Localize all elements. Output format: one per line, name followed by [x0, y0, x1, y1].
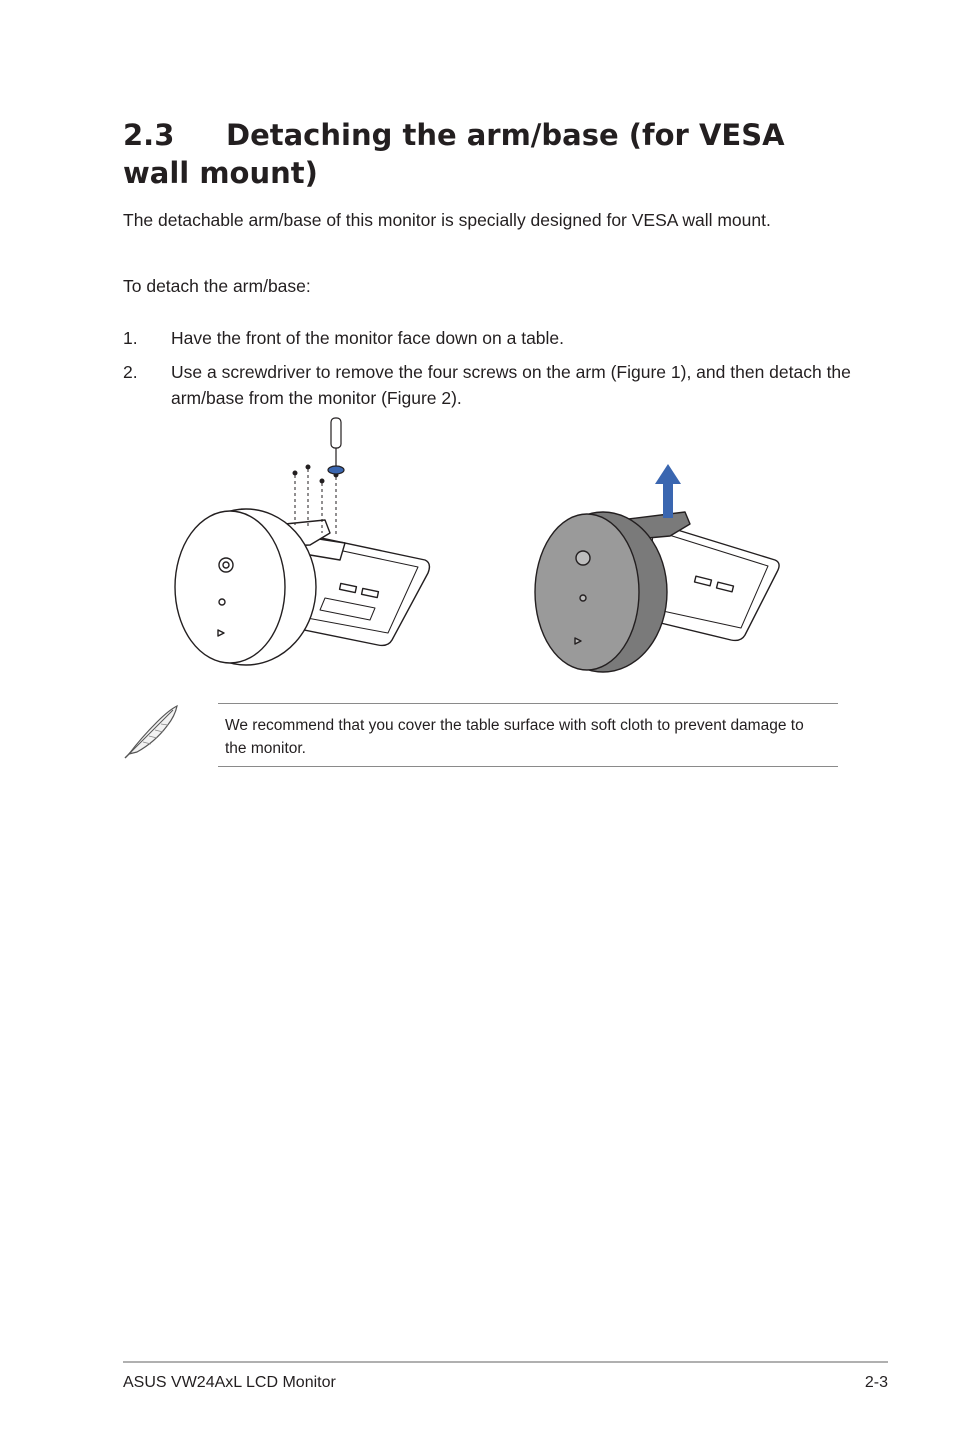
screw-icon — [306, 465, 310, 529]
note-box — [218, 703, 838, 767]
screw-icon — [293, 471, 297, 525]
base-screw-hole — [580, 595, 586, 601]
section-title: Detaching the arm/base (for VESA wall mount) — [123, 118, 785, 190]
page-title — [123, 116, 843, 192]
screw-icon — [334, 473, 338, 537]
base-knob — [576, 551, 590, 565]
footer-page-number: 2-3 — [864, 1374, 888, 1391]
base-disc-face — [175, 511, 285, 663]
footer-divider — [123, 1361, 888, 1363]
figure-2-detach-arm-base — [525, 460, 785, 675]
step-text: Have the front of the monitor face down on a table. — [171, 328, 565, 348]
note-text: We recommend that you cover the table surface with soft cloth to prevent damage to the monitor. — [225, 717, 804, 757]
intro-paragraph: The detachable arm/base of this monitor is specially designed for VESA wall mount. — [123, 210, 771, 230]
step-text: Use a screwdriver to remove the four screws on the arm (Figure 1), and then detach the arm/base from the monitor (Figure 2). — [171, 362, 851, 408]
base-knob-center — [223, 562, 229, 568]
note — [123, 700, 839, 768]
lead-paragraph: To detach the arm/base: — [123, 276, 311, 296]
base-disc-face — [535, 514, 639, 670]
section-number: 2.3 — [123, 118, 175, 152]
base-screw-hole — [219, 599, 225, 605]
figure-1-remove-screws — [160, 415, 450, 675]
step-number: 1. — [123, 328, 138, 348]
feather-pen-icon — [123, 702, 183, 762]
step-number: 2. — [123, 362, 138, 382]
screwdriver-icon — [328, 418, 344, 474]
lift-arrow-icon — [655, 464, 681, 518]
footer-product-name: ASUS VW24AxL LCD Monitor — [123, 1374, 336, 1391]
